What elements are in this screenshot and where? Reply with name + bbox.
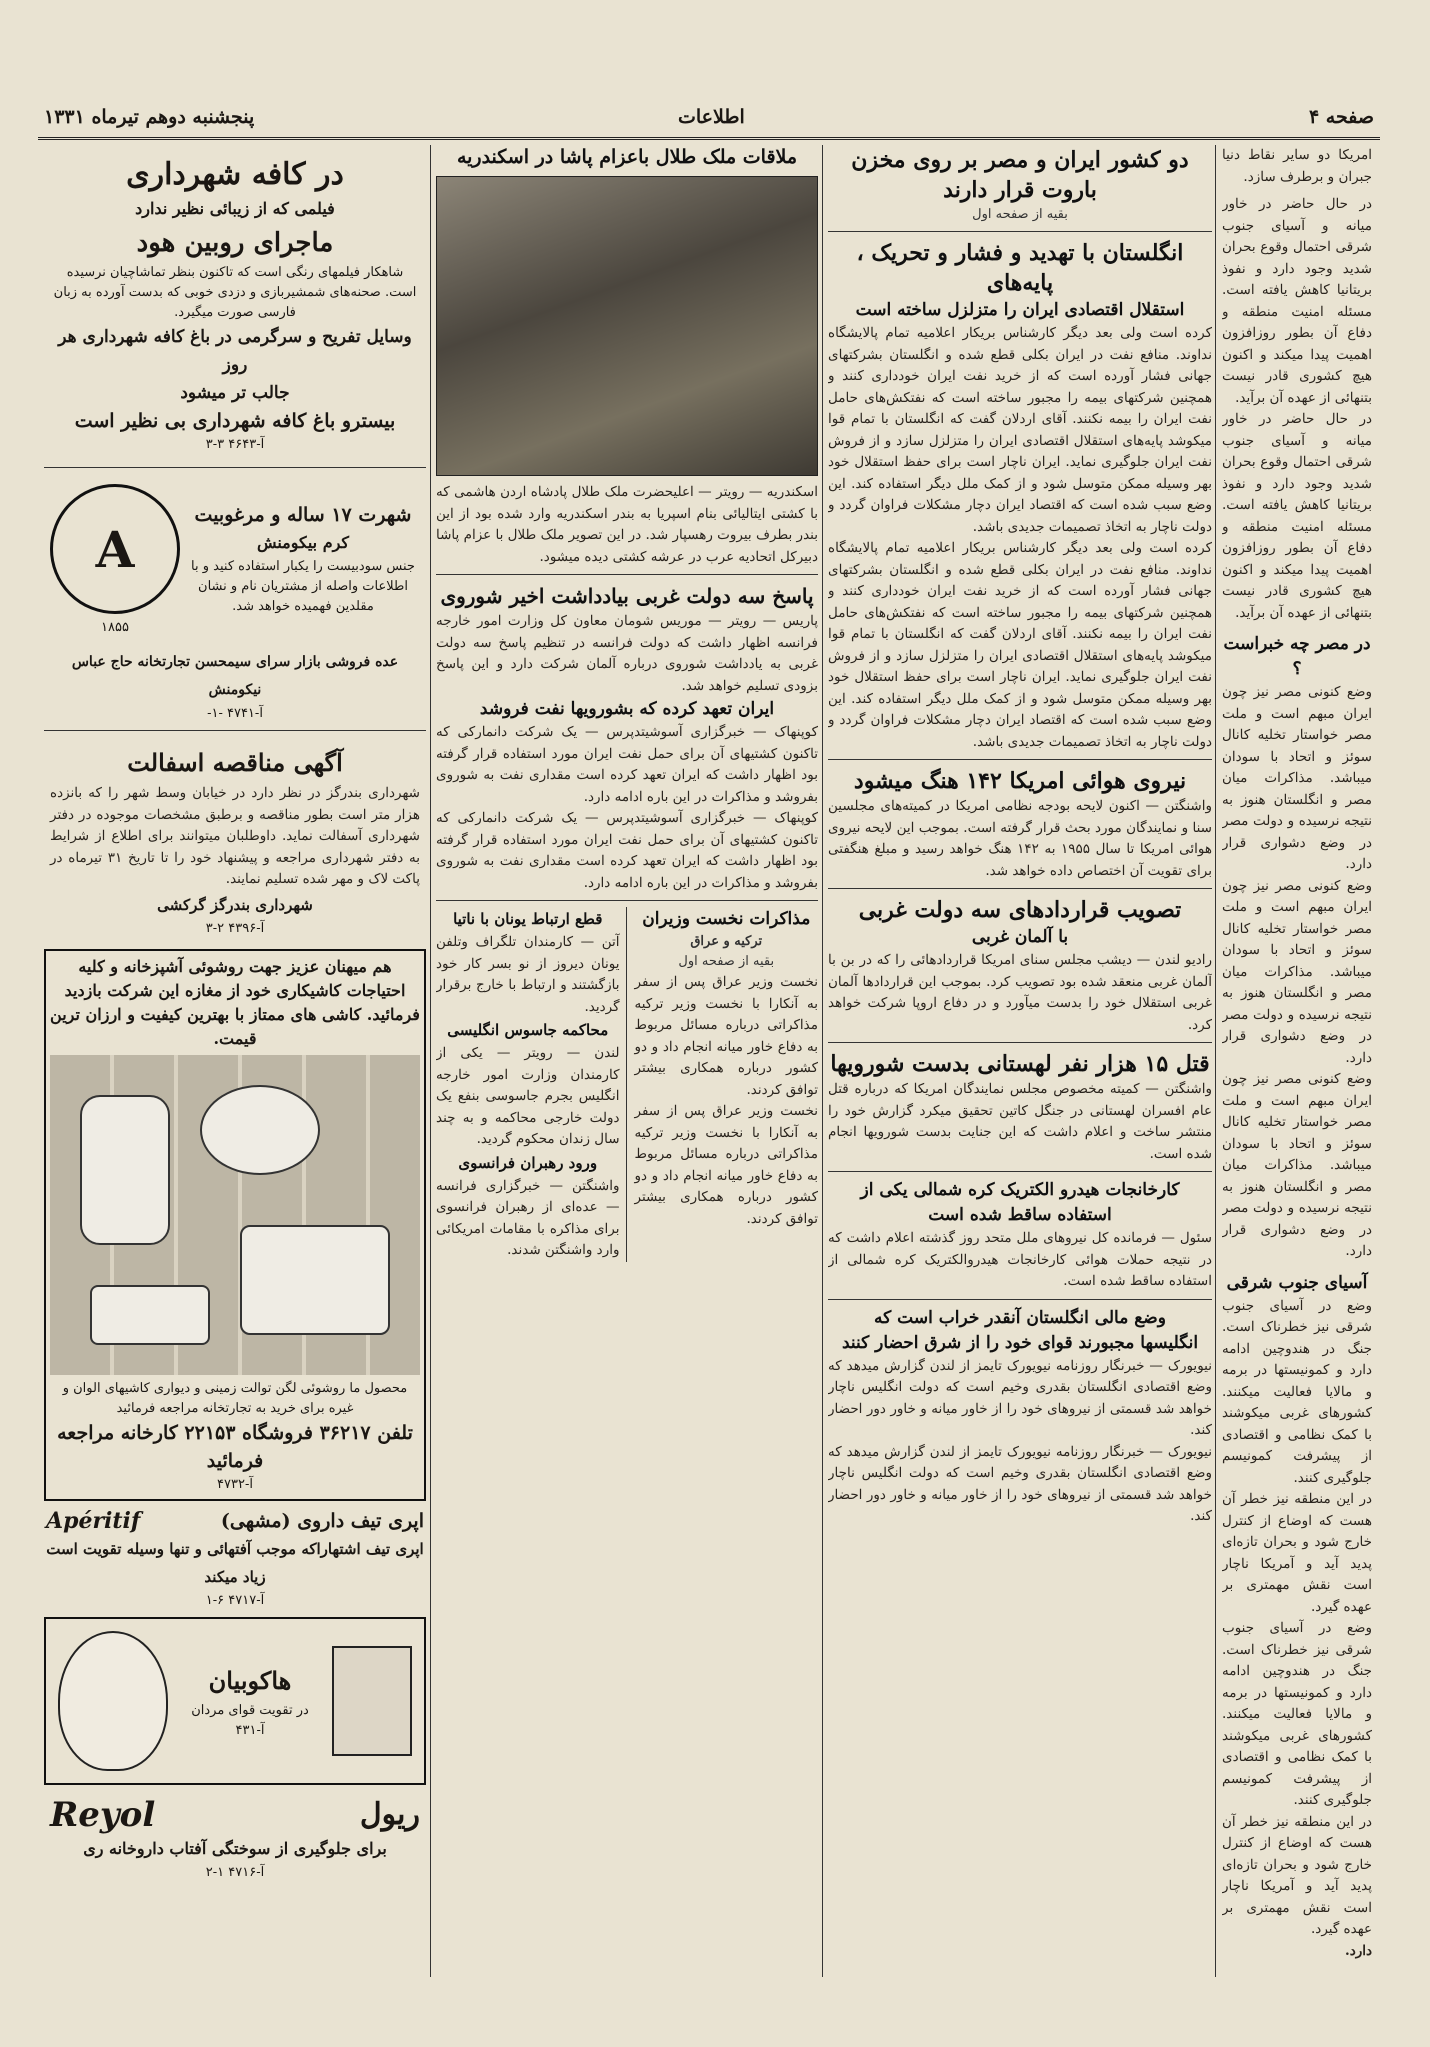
headline-spy: محاکمه جاسوس انگلیسی — [447, 1021, 609, 1039]
divider — [828, 1299, 1212, 1300]
article-uk-finance: نیویورک — خبرنگار روزنامه نیویورک تایمز از لندن گزارش میدهد که وضع اقتصادی انگلستان بقدری وخیم است که دولت انگلیس ناچار خواهد شد قسمتی از نیروهای خود را از خاور میانه و خاور دور احضار کند. — [828, 1357, 1212, 1438]
ad-code: آ-۴۷۱۷ ۶-۱ — [205, 1592, 265, 1608]
article-uk: کرده است ولی بعد دیگر کارشناس بریکار اعلامیه تمام پالایشگاه نداوند. منافع نفت در ایران بکلی قطع شده و انگلستان بشرکتهای جهانی فشار آورده است که از خرید نفت ایران خودداری کنند و همچنین شرکتهای بیمه را مجبور ساخته است که نفتکش‌های حامل نفت ایران را بیمه نکنند. آقای اردلان گفت که انگلستان با تمام قوا میکوشد پایه‌های استقلال اقتصادی ایران را متزلزل سازد و از فروش نفت ایران جلوگیری نماید. ایران ناچار است برای حفظ استقلال خود بهر وسیله ممکن متوسل شود و از کمک ملل دیگر استفاده کند. این وضع سبب شده است که اقتصاد ایران دچار مشکلات فراوان گردد و دولت ناچار به اتخاذ تصمیمات جدیدی باشد. — [828, 325, 1212, 535]
ak-sub: کرم بیکومنش — [256, 533, 350, 552]
article-paragraph: وضع کنونی مصر نیز چون ایران مبهم است و ملت مصر خواستار تخلیه کانال سوئز و اتحاد با سودان میباشد. مذاکرات میان مصر و انگلستان هنوز به نتیجه نرسیده و دولت مصر در وضع دشواری قرار دارد. — [1222, 684, 1372, 872]
headline-greece: قطع ارتباط یونان با ناتیا — [453, 910, 603, 928]
tile-ad — [44, 949, 426, 1501]
brief-stack — [436, 907, 627, 1262]
hakobian-text — [174, 1661, 326, 1741]
cafe-subtitle: فیلمی که از زیبائی نظیر ندارد — [135, 199, 335, 218]
headline-air: نیروی هوائی امریکا ۱۴۲ هنگ میشود — [853, 768, 1187, 794]
news-photo — [436, 176, 818, 476]
reyol-fa: ریول — [359, 1796, 420, 1832]
ad-code: آ-۴۶۴۳ ۳-۳ — [205, 437, 265, 452]
headline-reply: پاسخ سه دولت غربی بیادداشت اخیر شوروی — [440, 584, 814, 608]
cafe-text: شاهکار فیلمهای رنگی است که تاکنون بنظر تماشاچیان نرسیده است. صحنه‌های شمشیربازی و دزدی خوبی که بدست آورده به زبان فارسی صورت میگیرد. — [53, 265, 417, 320]
reyol-text: برای جلوگیری از سوختگی آفتاب داروخانه ری — [83, 1838, 387, 1858]
headline-french: ورود رهبران فرانسوی — [458, 1153, 598, 1172]
headline-hydro: کارخانجات هیدرو الکتریک کره شمالی یکی از — [860, 1180, 1180, 1200]
akomanesh-text-block — [186, 501, 420, 617]
divider — [828, 1171, 1212, 1172]
article-oil: کوپنهاک — خبرگزاری آسوشیتدپرس — یک شرکت دانمارکی که تاکنون کشتیهای آن برای حمل نفت ایران مورد استفاده قرار گرفته بود اظهار داشت که ایران تعهد کرده است مقداری نفت به شوروی بفروشد و مذاکرات در این باره ادامه دارد. — [436, 810, 818, 891]
article-pm: نخست وزیر عراق پس از سفر به آنکارا با نخست وزیر ترکیه مذاکراتی درباره مسائل مربوط به دفاع خاور میانه انجام داد و دو کشور درباره همکاری بیشتر توافق کردند. — [634, 1103, 818, 1227]
aperitif-latin: Apéritif — [46, 1507, 141, 1534]
article-uk: کرده است ولی بعد دیگر کارشناس بریکار اعلامیه تمام پالایشگاه نداوند. منافع نفت در ایران بکلی قطع شده و انگلستان بشرکتهای جهانی فشار آورده است که از خرید نفت ایران خودداری کنند و همچنین شرکتهای بیمه را مجبور ساخته است که نفتکش‌های حامل نفت ایران را بیمه نکنند. آقای اردلان گفت که انگلستان با تمام قوا میکوشد پایه‌های استقلال اقتصادی ایران را متزلزل سازد و از فروش نفت ایران جلوگیری نماید. ایران ناچار است برای حفظ استقلال خود بهر وسیله ممکن متوسل شود و از کمک ملل دیگر استفاده کند. این وضع سبب شده است که اقتصاد ایران دچار مشکلات فراوان گردد و دولت ناچار به اتخاذ تصمیمات جدیدی باشد. — [828, 540, 1212, 750]
akomanesh-ad — [44, 474, 426, 644]
tile-foot: محصول ما روشوئی لگن توالت زمینی و دیواری کاشیهای الوان و غیره برای خرید به تجارتخانه مراجعه فرمائید — [62, 1380, 408, 1416]
headline-ratify-sub: با آلمان غربی — [971, 927, 1069, 947]
article-paragraph: وضع در آسیای جنوب شرقی نیز خطرناک است. جنگ در هندوچین ادامه دارد و کمونیستها در برمه و مالایا فعالیت میکنند. کشورهای غربی میکوشند با کمک نظامی و اقتصادی از پیشرفت کمونیسم جلوگیری کنند. — [1222, 1297, 1372, 1486]
continued-note: بقیه از صفحه اول — [678, 954, 775, 969]
cafe-title: در کافه شهرداری — [126, 157, 344, 192]
article-paragraph: وضع در آسیای جنوب شرقی نیز خطرناک است. جنگ در هندوچین ادامه دارد و کمونیستها در برمه و مالایا فعالیت میکنند. کشورهای غربی میکوشند با کمک نظامی و اقتصادی از پیشرفت کمونیسم جلوگیری کنند. — [1222, 1620, 1372, 1808]
headline-uk-finance: وضع مالی انگلستان آنقدر خراب است که — [874, 1307, 1166, 1328]
main-headline: دو کشور ایران و مصر بر روی مخزن باروت قرار دارند — [851, 147, 1189, 203]
ak-title: شهرت ۱۷ ساله و مرغوبیت — [194, 504, 412, 526]
article-paragraph: در این منطقه نیز خطر آن هست که اوضاع از کنترل خارج شود و بحران تازه‌ای پدید آید و آمریکا ناچار است نقش مهمتری بر عهده گیرد. — [1222, 1813, 1372, 1937]
divider — [44, 730, 426, 731]
cafe-line2: جالب تر میشود — [180, 383, 290, 403]
column-rule — [430, 145, 431, 1977]
basin-icon — [200, 1085, 320, 1175]
urinal-icon — [80, 1095, 170, 1245]
aperitif-title-row — [46, 1507, 424, 1535]
headline-pm: مذاکرات نخست وزیران — [642, 909, 811, 929]
headline-uk: انگلستان با تهدید و فشار و تحریک ، پایه‌های — [856, 240, 1184, 296]
headline-talal: ملاقات ملک طلال باعزام پاشا در اسکندریه — [456, 146, 798, 168]
divider — [828, 888, 1212, 889]
article-ratify: رادیو لندن — دیشب مجلس سنای امریکا قراردادهائی را که در بن با آلمان غربی منعقد شده بود تصویب کرد. بموجب این قراردادها آلمان غربی استقلال خود را بدست میآورد و در دفاع اروپا شرکت خواهد کرد. — [828, 952, 1212, 1033]
headline-ratify: تصویب قراردادهای سه دولت غربی — [858, 897, 1182, 923]
ak-year: ۱۸۵۵ — [101, 620, 129, 635]
right-column — [1222, 145, 1372, 1977]
section-heading: در مصر چه خبراست ؟ — [1223, 634, 1371, 679]
section-heading: آسیای جنوب شرقی — [1226, 1272, 1368, 1293]
cafe-ad — [44, 149, 426, 461]
article-paragraph: در حال حاضر در خاور میانه و آسیای جنوب شرقی احتمال وقوع بحران شدید وجود دارد و نفوذ بریتانیا کاهش یافته است. مسئله امنیت منطقه و دفاع آن بطور روزافزون اهمیت پیدا میکند و اکنون هیچ کشوری قادر نیست بتنهائی از عهده آن برآید. — [1222, 196, 1372, 406]
ad-code: آ-۴۷۳۲ — [217, 1476, 253, 1492]
tile-sample-icon — [90, 1285, 210, 1345]
headline-oil: ایران تعهد کرده که بشورویها نفت فروشد — [479, 699, 775, 719]
bottom-briefs — [436, 907, 818, 1262]
article-end: دارد. — [1345, 1942, 1372, 1959]
article-paragraph: در حال حاضر در خاور میانه و آسیای جنوب شرقی احتمال وقوع بحران شدید وجود دارد و نفوذ بریتانیا کاهش یافته است. مسئله امنیت منطقه و دفاع آن بطور روزافزون اهمیت پیدا میکند و اکنون هیچ کشوری قادر نیست بتنهائی از عهده آن برآید. — [1222, 411, 1372, 621]
ads-column — [44, 145, 426, 1977]
cafe-foot: بیسترو باغ کافه شهرداری بی نظیر است — [74, 410, 396, 432]
ad-code: آ-۴۳۹۶ ۲-۳ — [205, 920, 265, 936]
divider — [436, 574, 818, 575]
tender-text: شهرداری بندرگز در نظر دارد در خیابان وسط شهر را که بانزده هزار متر است بطور مناقصه و برطبق مشخصات موجوده در دفتر شهرداری آسفالت نماید. داوطلبان میتوانند برای اطلاع از شرایط به دفتر شهرداری مراجعه و پیشنهاد خود را تا تاریخ ۳۱ تیرماه در پاکت لاک و مهر شده تسلیم نمایند. — [50, 785, 421, 887]
divider — [436, 900, 818, 901]
brief-pm — [635, 907, 819, 1262]
article-uk-finance: نیویورک — خبرنگار روزنامه نیویورک تایمز از لندن گزارش میدهد که وضع اقتصادی انگلستان بقدری وخیم است که دولت انگلیس ناچار خواهد شد قسمتی از نیروهای خود را از خاور میانه و خاور دور احضار کند. — [828, 1443, 1212, 1524]
ak-text: جنس سودبیست را یکبار استفاده کنید و با اطلاعات واصله از مشتریان نام و نشان مقلدین فهمیده خواهد شد. — [191, 559, 415, 614]
article-spy: لندن — رویتر — یکی از کارمندان وزارت امور خارجه انگلیس بجرم جاسوسی بنفع یک دولت خارجی محاکمه و به چند سال زندان محکوم گردید. — [436, 1045, 620, 1147]
reyol-ad — [44, 1789, 426, 1889]
hak-sub: در تقویت قوای مردان — [191, 1702, 309, 1718]
reyol-title-row — [50, 1795, 420, 1835]
aperitif-title: اپری تیف داروی (مشهی) — [220, 1509, 424, 1532]
ak-foot: عده فروشی بازار سرای سیمحسن تجارتخانه حاج عباس نیکومنش — [71, 654, 399, 698]
ak-seal-block — [50, 480, 180, 638]
tender-ad — [44, 737, 426, 945]
cafe-line: وسایل تفریح و سرگرمی در باغ کافه شهرداری هر روز — [58, 327, 412, 375]
tender-sign: شهرداری بندرگز گرکشی — [157, 895, 313, 914]
page-header — [38, 100, 1380, 140]
article-reply: پاریس — رویتر — موریس شومان معاون کل وزارت امور خارجه فرانسه اظهار داشت که دولت فرانسه در تنظیم پاسخ سه دولت غربی به یادداشت شوروی درباره آلمان شرکت دارد و این پاسخ بزودی تسلیم خواهد شد. — [436, 613, 818, 694]
paper-name: اطلاعات — [678, 106, 745, 128]
page-number: صفحه ۴ — [1308, 106, 1374, 128]
article-paragraph: در این منطقه نیز خطر آن هست که اوضاع از کنترل خارج شود و بحران تازه‌ای پدید آید و آمریکا ناچار است نقش مهمتری بر عهده گیرد. — [1222, 1491, 1372, 1615]
midleft-column — [436, 145, 818, 1977]
divider — [44, 467, 426, 468]
aperitif-text: اپری تیف اشتهاراکه موجب آفتهائی و تنها وسیله تقویت است زیاد میکند — [46, 1539, 424, 1586]
reyol-latin: Reyol — [50, 1794, 156, 1835]
article-oil: کوپنهاک — خبرگزاری آسوشیتدپرس — یک شرکت دانمارکی که تاکنون کشتیهای آن برای حمل نفت ایران مورد استفاده قرار گرفته بود اظهار داشت که ایران تعهد کرده است مقداری نفت به شوروی بفروشد و مذاکرات در این باره ادامه دارد. — [436, 724, 818, 805]
hakobian-ad — [44, 1617, 426, 1785]
product-can-icon — [332, 1646, 412, 1756]
article-french: واشنگتن — خبرگزاری فرانسه — عده‌ای از رهبران فرانسوی برای مذاکره با مقامات امریکائی وارد واشنگتن شدند. — [436, 1177, 620, 1258]
article-greece: آتن — کارمندان تلگراف وتلفن یونان دیروز از نو بسر کار خود بازگشتند و ارتباط با خارج برقرار گردید. — [436, 934, 620, 1015]
column-rule — [1215, 145, 1216, 1977]
cafe-film: ماجرای روبین هود — [136, 228, 334, 258]
sanitary-ware-illustration — [50, 1055, 420, 1375]
issue-date: پنجشنبه دوهم تیرماه ۱۳۳۱ — [44, 106, 255, 128]
face-illustration-icon — [58, 1631, 168, 1771]
divider — [828, 759, 1212, 760]
sink-icon — [240, 1225, 390, 1335]
continued-note: بقیه از صفحه اول — [972, 207, 1068, 222]
hak-title: هاکوبیان — [208, 1665, 292, 1695]
headline-poland: قتل ۱۵ هزار نفر لهستانی بدست شورویها — [830, 1051, 1210, 1077]
tile-phone: تلفن ۳۶۲۱۷ فروشگاه ۲۲۱۵۳ کارخانه مراجعه فرمائید — [57, 1421, 413, 1472]
tile-text: هم میهنان عزیز جهت روشوئی آشپزخانه و کلیه احتیاجات کاشیکاری خود از مغازه این شرکت بازدید فرمائید. کاشی های ممتاز با بهترین کیفیت و ارزان ترین قیمت. — [50, 956, 420, 1048]
ad-code: آ-۴۳۱ — [235, 1722, 265, 1738]
brand-seal-icon: A — [50, 484, 180, 614]
photo-caption: اسکندریه — رویتر — اعلیحضرت ملک طلال پادشاه اردن هاشمی که با کشتی ایتالیائی بنام اسپریا به بندر اسکندریه وارد شده بود از این بندر بطرف بیروت رهسپار شد. در این تصویر ملک طلال با عزام پاشا دبیرکل اتحادیه عرب در عرشه کشتی دیده میشود. — [436, 484, 818, 565]
headline-uk-sub: استقلال اقتصادی ایران را متزلزل ساخته است — [855, 300, 1185, 320]
aperitif-ad — [44, 1505, 426, 1613]
center-column — [828, 145, 1212, 1977]
headline-pm-sub: ترکیه و عراق — [690, 934, 763, 949]
headline-hydro-sub: استفاده ساقط شده است — [928, 1205, 1112, 1225]
article-hydro: سئول — فرمانده کل نیروهای ملل متحد روز گذشته اعلام داشت که در نتیجه حملات هوائی کارخانجات هیدروالکتریک کره شمالی از استفاده ساقط شده است. — [828, 1230, 1212, 1289]
article-poland: واشنگتن — کمیته مخصوص مجلس نمایندگان امریکا که درباره قتل عام افسران لهستانی در جنگل کاتین تحقیق میکرد گزارش خود را منتشر ساخت و اعلام داشت که این جنایت بدست شورویها انجام شده است. — [828, 1081, 1212, 1162]
divider — [828, 1042, 1212, 1043]
article-paragraph: وضع کنونی مصر نیز چون ایران مبهم است و ملت مصر خواستار تخلیه کانال سوئز و اتحاد با سودان میباشد. مذاکرات میان مصر و انگلستان هنوز به نتیجه نرسیده و دولت مصر در وضع دشواری قرار دارد. — [1222, 1071, 1372, 1259]
ad-code: آ-۴۷۴۱ -۱- — [207, 706, 263, 721]
article-paragraph: وضع کنونی مصر نیز چون ایران مبهم است و ملت مصر خواستار تخلیه کانال سوئز و اتحاد با سودان میباشد. مذاکرات میان مصر و انگلستان هنوز به نتیجه نرسیده و دولت مصر در وضع دشواری قرار دارد. — [1222, 877, 1372, 1066]
article-pm: نخست وزیر عراق پس از سفر به آنکارا با نخست وزیر ترکیه مذاکراتی درباره مسائل مربوط به دفاع خاور میانه انجام داد و دو کشور درباره همکاری بیشتر توافق کردند. — [634, 974, 818, 1098]
article-paragraph: امریکا دو سایر نقاط دنیا جبران و برطرف سازد. — [1222, 147, 1372, 185]
tender-title: آگهی مناقصه اسفالت — [127, 748, 343, 777]
column-rule — [822, 145, 823, 1977]
headline-uk-finance-sub: انگلیسها مجبورند قوای خود را از شرق احضار کنند — [841, 1332, 1199, 1353]
divider — [828, 231, 1212, 232]
article-air: واشنگتن — اکنون لایحه بودجه نظامی امریکا در کمیته‌های مجلسین سنا و نمایندگان مورد بحث قرار گرفته است. بموجب این لایحه نیروی هوائی امریکا تا سال ۱۹۵۵ به ۱۴۲ هنگ خواهد رسید و مبلغ هنگفتی برای تقویت آن اختصاص داده خواهد شد. — [828, 798, 1212, 879]
ad-code: آ-۴۷۱۶ ۱-۲ — [205, 1864, 265, 1880]
